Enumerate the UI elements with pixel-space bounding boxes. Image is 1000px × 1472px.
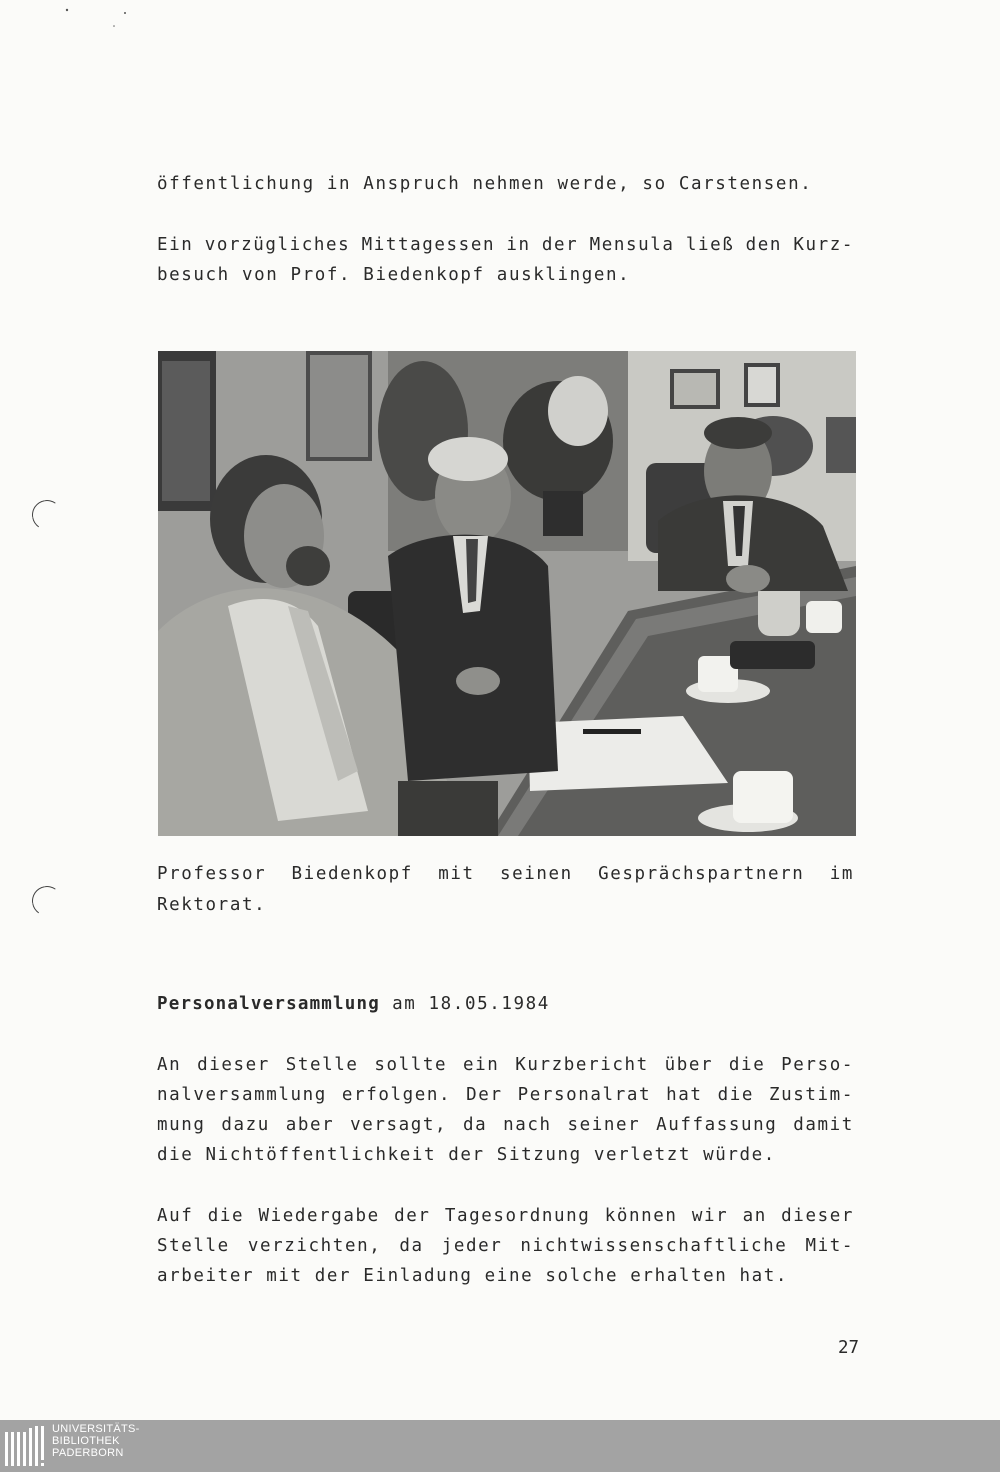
- word: ein: [463, 1055, 500, 1075]
- paragraph-1-line-1: [157, 1053, 854, 1077]
- section-heading-date: am 18.05.1984: [392, 994, 550, 1014]
- section-heading: [157, 992, 854, 1016]
- word: An: [157, 1055, 182, 1075]
- paragraph-2-line-3: arbeiter mit der Einladung eine solche erhalten hat.: [157, 1266, 789, 1286]
- word: der: [541, 235, 579, 255]
- word: die: [717, 1085, 754, 1105]
- paragraph-2-line-1: [157, 1204, 854, 1228]
- word: verzichten,: [247, 1236, 382, 1256]
- word: Mensula: [589, 235, 675, 255]
- paragraph-1-line-4: die Nichtöffentlichkeit der Sitzung verletzt würde.: [157, 1145, 776, 1165]
- punch-hole-lower: [30, 884, 65, 919]
- word: aber: [285, 1115, 335, 1135]
- word: die: [207, 1206, 245, 1226]
- section-heading-bold: Personalversammlung: [157, 994, 380, 1014]
- word: Personalrat: [517, 1085, 652, 1105]
- word: jeder: [441, 1236, 503, 1256]
- paragraph-2-line-2: [157, 1234, 854, 1258]
- word: nichtwissenschaftliche: [520, 1236, 788, 1256]
- punch-hole-upper: [30, 498, 65, 533]
- library-footer-bar: [0, 1420, 1000, 1472]
- paragraph-top-line-1: öffentlichung in Anspruch nehmen werde, so Carstensen.: [157, 174, 813, 194]
- word: mung: [157, 1115, 206, 1135]
- word: Stelle: [285, 1055, 359, 1075]
- word: wir: [691, 1206, 729, 1226]
- paragraph-lunch-line-2: besuch von Prof. Biedenkopf ausklingen.: [157, 265, 631, 285]
- word: sollte: [374, 1055, 448, 1075]
- word: der: [394, 1206, 431, 1226]
- library-name-line-3: PADERBORN: [52, 1447, 124, 1459]
- library-name-line-2: BIBLIOTHEK: [52, 1435, 120, 1447]
- word: Wiedergabe: [258, 1206, 380, 1226]
- word: den: [745, 235, 783, 255]
- page-number: 27: [838, 1338, 860, 1358]
- scan-specks: [60, 8, 140, 28]
- word: Biedenkopf: [291, 864, 413, 884]
- paragraph-1-line-3: [157, 1113, 854, 1137]
- word: Tagesordnung: [444, 1206, 591, 1226]
- word: Der: [466, 1085, 503, 1105]
- word: erfolgen.: [341, 1085, 452, 1105]
- word: Mittagessen: [361, 235, 496, 255]
- word: Stelle: [157, 1236, 230, 1256]
- meeting-photo: [158, 351, 856, 836]
- library-name: [52, 1423, 140, 1459]
- word: nalversammlung: [157, 1085, 327, 1105]
- word: ließ: [685, 235, 735, 255]
- word: die: [728, 1055, 766, 1075]
- word: Mit-: [805, 1236, 854, 1256]
- word: Kurz-: [793, 235, 854, 255]
- word: Gesprächspartnern: [598, 864, 805, 884]
- word: nach: [503, 1115, 552, 1135]
- word: seinen: [499, 864, 573, 884]
- word: Auffassung: [656, 1115, 778, 1135]
- word: mit: [438, 864, 475, 884]
- paragraph-1-line-2: [157, 1083, 854, 1107]
- word: über: [664, 1055, 714, 1075]
- word: im: [829, 864, 854, 884]
- caption-line-2: Rektorat.: [157, 895, 267, 915]
- word: Perso-: [781, 1055, 854, 1075]
- library-logo-icon: [4, 1424, 46, 1468]
- word: an: [742, 1206, 767, 1226]
- word: Zustim-: [769, 1085, 854, 1105]
- word: Professor: [157, 864, 267, 884]
- word: hat: [666, 1085, 703, 1105]
- word: in: [506, 235, 531, 255]
- word: seiner: [567, 1115, 641, 1135]
- word: dieser: [197, 1055, 270, 1075]
- word: dieser: [781, 1206, 854, 1226]
- word: dazu: [221, 1115, 270, 1135]
- word: da: [399, 1236, 424, 1256]
- word: können: [604, 1206, 678, 1226]
- paragraph-lunch-line-1: [157, 233, 854, 257]
- word: vorzügliches: [204, 235, 351, 255]
- word: Ein: [157, 235, 194, 255]
- word: da: [462, 1115, 488, 1135]
- word: Auf: [157, 1206, 194, 1226]
- caption-line-1: [157, 862, 854, 886]
- word: Kurzbericht: [515, 1055, 649, 1075]
- word: versagt,: [350, 1115, 448, 1135]
- library-name-line-1: UNIVERSITÄTS-: [52, 1423, 140, 1435]
- word: damit: [793, 1115, 854, 1135]
